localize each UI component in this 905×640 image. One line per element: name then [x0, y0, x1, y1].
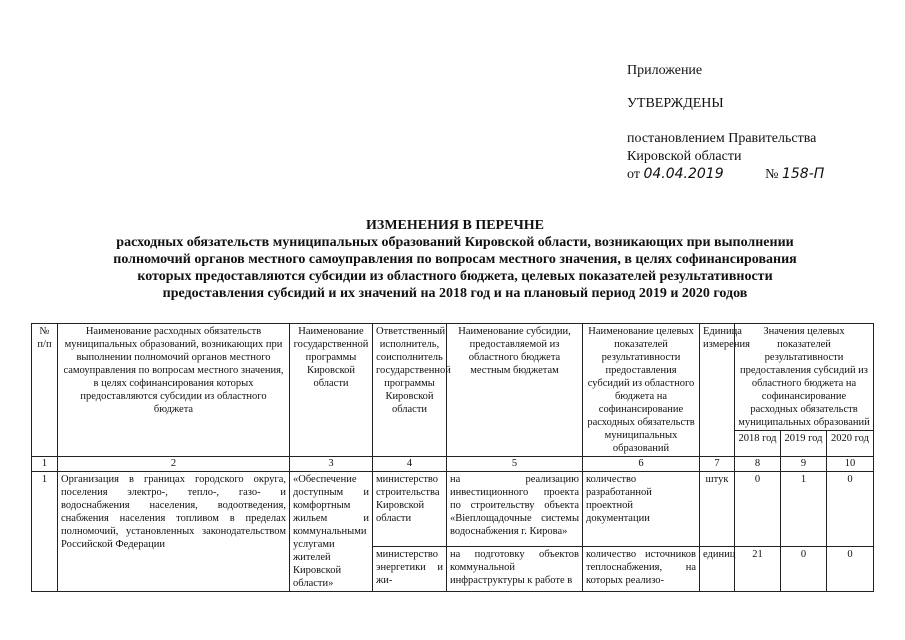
header-year-2018: 2018 год — [735, 431, 781, 457]
approved-label: УТВЕРЖДЕНЫ — [627, 96, 724, 111]
heading-line-3: которых предоставляются субсидии из областного бюджета, целевых показателей результативности — [137, 269, 773, 284]
header-year-2020: 2020 год — [827, 431, 874, 457]
column-number: 3 — [290, 457, 373, 472]
header-program: Наименование государственной программы Кировской области — [290, 324, 373, 457]
row-num: 1 — [32, 472, 58, 592]
column-number: 1 — [32, 457, 58, 472]
column-number: 8 — [735, 457, 781, 472]
header-values: Значения целевых показателей результативности предоставления субсидий из областного бюджета на софинансирование расходных обязательств муниципальных образований — [735, 324, 874, 431]
table-row — [32, 472, 874, 547]
row-value-2019: 1 — [781, 472, 827, 547]
heading-line-4: предоставления субсидий и их значений на 2018 год и на плановый период 2019 и 2020 годов — [162, 286, 748, 301]
row-value-2018: 0 — [735, 472, 781, 547]
header-obligation: Наименование расходных обязательств муниципальных образований, возникающих при выполнении полномочий органов местного самоуправления по вопросам местного значения, в целях софинансирования которых предоставляются субсидии из областного бюджета — [58, 324, 290, 457]
row-value-2020: 0 — [827, 546, 874, 591]
column-number: 9 — [781, 457, 827, 472]
row-value-2019: 0 — [781, 546, 827, 591]
header-executor: Ответственный исполнитель, соисполнитель государственной программы Кировской области — [373, 324, 447, 457]
column-number: 7 — [700, 457, 735, 472]
column-number: 4 — [373, 457, 447, 472]
row-indicator: количество источников теплоснабжения, на которых реализо- — [583, 546, 700, 591]
decree-label: постановлением Правительства — [627, 131, 817, 146]
header-indicator: Наименование целевых показателей результативности предоставления субсидий из областного бюджета на софинансирование расходных обязательств муниципальных образований — [583, 324, 700, 457]
region-label: Кировской области — [627, 149, 742, 164]
document-title: ИЗМЕНЕНИЯ В ПЕРЕЧНЕ — [366, 218, 544, 233]
header-year-2019: 2019 год — [781, 431, 827, 457]
date-prefix: от — [627, 167, 640, 182]
row-executor: министерство строительства Кировской области — [373, 472, 447, 547]
row-subsidy: на реализацию инвестиционного проекта по строительству объекта «Вieплощадочные системы водоснабжения г. Кирова» — [447, 472, 583, 547]
header-subsidy: Наименование субсидии, предоставляемой из областного бюджета местным бюджетам — [447, 324, 583, 457]
row-unit: штук — [700, 472, 735, 547]
column-number: 10 — [827, 457, 874, 472]
row-subsidy: на подготовку объектов коммунальной инфраструктуры к работе в — [447, 546, 583, 591]
row-executor: министерство энергетики и жи- — [373, 546, 447, 591]
heading-line-2: полномочий органов местного самоуправления по вопросам местного значения, в целях софинансирования — [113, 252, 797, 267]
row-value-2018: 21 — [735, 546, 781, 591]
document-heading — [60, 217, 850, 302]
obligations-table — [31, 323, 874, 592]
row-unit: единиц — [700, 546, 735, 591]
column-number: 2 — [58, 457, 290, 472]
column-number: 6 — [583, 457, 700, 472]
decree-dateline — [627, 166, 824, 183]
number-prefix: № — [765, 167, 779, 182]
column-number-row — [32, 457, 874, 472]
heading-line-1: расходных обязательств муниципальных образований Кировской области, возникающих при выполнении — [116, 235, 794, 250]
header-num: № п/п — [32, 324, 58, 457]
row-obligation: Организация в границах городского округа, поселения электро-, тепло-, газо- и водоснабжения населения, водоотведения, снабжения населения топливом в пределах полномочий, установленных законодательством Российской Федерации — [58, 472, 290, 592]
decree-number: 158-П — [781, 166, 825, 182]
column-number: 5 — [447, 457, 583, 472]
header-row — [32, 324, 874, 431]
decree-date: 04.04.2019 — [643, 166, 724, 182]
row-value-2020: 0 — [827, 472, 874, 547]
row-program: «Обеспечение доступным и комфортным жильем и коммунальными услугами жителей Кировской области» — [290, 472, 373, 592]
appendix-label: Приложение — [627, 63, 703, 78]
header-unit: Единица измерения — [700, 324, 735, 457]
row-indicator: количество разработанной проектной документации — [583, 472, 700, 547]
